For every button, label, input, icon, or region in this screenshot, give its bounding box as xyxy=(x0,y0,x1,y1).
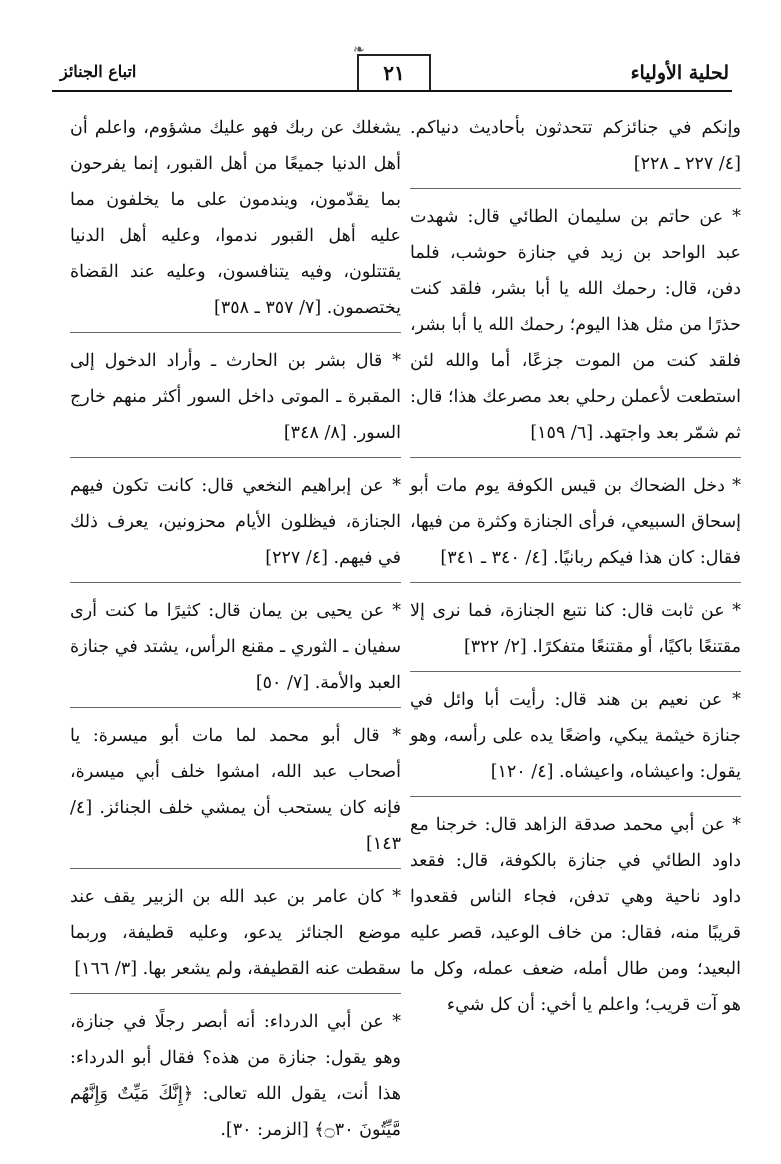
paragraph: * عن ثابت قال: كنا نتبع الجنازة، فما نرى إلا مقتنعًا باكيًا، أو مقتنعًا متفكرًا. [٢/ ٣٢٢] xyxy=(410,593,741,672)
paragraph: * كان عامر بن عبد الله بن الزبير يقف عند موضع الجنائز يدعو، وعليه قطيفة، وربما سقطت عنه القطيفة، ولم يشعر بها. [٣/ ١٦٦] xyxy=(70,879,401,994)
section-title: اتباع الجنائز xyxy=(60,62,137,81)
header-rule xyxy=(52,90,732,92)
paragraph: * قال بشر بن الحارث ـ وأراد الدخول إلى المقبرة ـ الموتى داخل السور أكثر منهم خارج السور. [٨/ ٣٤٨] xyxy=(70,343,401,458)
paragraph: * عن أبي محمد صدقة الزاهد قال: خرجنا مع داود الطائي في جنازة بالكوفة، قال: فقعد داود ناحية وهي تدفن، فجاء الناس فقعدوا قريبًا منه، فقال: من خاف الوعيد، قصر عليه البعيد؛ ومن طال أمله، ضعف عمله، وكل ما هو آت قريب؛ واعلم يا أخي: أن كل شيء xyxy=(410,815,741,1015)
paragraph: * عن حاتم بن سليمان الطائي قال: شهدت عبد الواحد بن زيد في جنازة حوشب، فلما دفن، قال: رحمك الله يا أبا بشر، فلقد كنت حذرًا من مثل هذا اليوم؛ رحمك الله يا أبا بشر، فلقد كنت من الموت جزعًا، أما والله لئن استطعت لأعملن رحلي بعد مصرعك هذا؛ قال: ثم شمّر بعد واجتهد. [٦/ ١٥٩] xyxy=(410,199,741,458)
ornament-icon: ❧ xyxy=(353,42,365,58)
paragraph: * قال أبو محمد لما مات أبو ميسرة: يا أصحاب عبد الله، امشوا خلف أبي ميسرة، فإنه كان يستحب أن يمشي خلف الجنائز. [٤/ ١٤٣] xyxy=(70,718,401,869)
right-column xyxy=(410,110,741,1039)
paragraph: وإنكم في جنائزكم تتحدثون بأحاديث دنياكم. [٤/ ٢٢٧ ـ ٢٢٨] xyxy=(410,110,741,189)
book-title: لحلية الأولياء xyxy=(630,62,729,84)
paragraph: * عن يحيى بن يمان قال: كثيرًا ما كنت أرى سفيان ـ الثوري ـ مقنع الرأس، يشتد في جنازة العبد والأمة. [٧/ ٥٠] xyxy=(70,593,401,708)
paragraph: * عن أبي الدرداء: أنه أبصر رجلًا في جنازة، وهو يقول: جنازة من هذه؟ فقال أبو الدرداء: هذا أنت، يقول الله تعالى: ﴿إِنَّكَ مَيِّتٌ وَإِنَّهُم مَّيِّتُونَ ۝٣٠﴾ [الزمر: ٣٠]. xyxy=(70,1012,401,1140)
paragraph: يشغلك عن ربك فهو عليك مشؤوم، واعلم أن أهل الدنيا جميعًا من أهل القبور، إنما يفرحون بما يقدّمون، ويندمون على ما يخلفون مما عليه أهل القبور ندموا، وعليه أهل الدنيا يقتتلون، وفيه يتنافسون، وعليه عند القضاة يختصمون. [٧/ ٣٥٧ ـ ٣٥٨] xyxy=(70,110,401,333)
paragraph: * عن إبراهيم النخعي قال: كانت تكون فيهم الجنازة، فيظلون الأيام محزونين، يعرف ذلك في فيهم. [٤/ ٢٢٧] xyxy=(70,468,401,583)
page-number: ٢١ xyxy=(357,54,431,90)
paragraph: * عن نعيم بن هند قال: رأيت أبا وائل في جنازة خيثمة يبكي، واضعًا يده على رأسه، وهو يقول: واعيشاه، واعيشاه. [٤/ ١٢٠] xyxy=(410,682,741,797)
left-column xyxy=(70,110,401,1164)
paragraph: * دخل الضحاك بن قيس الكوفة يوم مات أبو إسحاق السبيعي، فرأى الجنازة وكثرة من فيها، فقال: كان هذا فيكم ربانيًا. [٤/ ٣٤٠ ـ ٣٤١] xyxy=(410,468,741,583)
